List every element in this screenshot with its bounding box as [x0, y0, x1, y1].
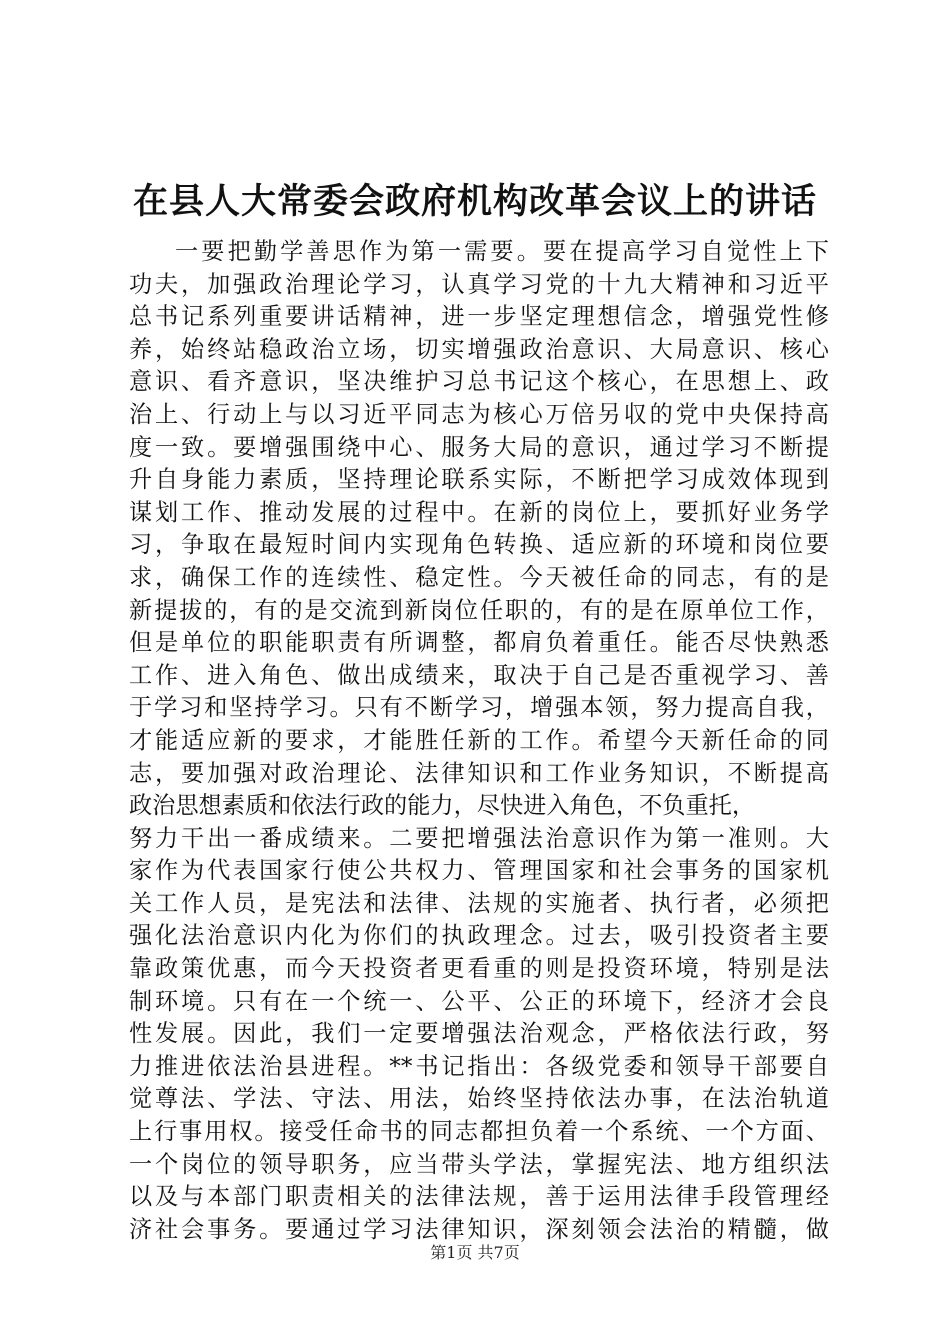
body-line: 治上、行动上与以习近平同志为核心万倍另収的党中央保持高 [129, 400, 829, 428]
body-line: 制环境。只有在一个统一、公平、公正的环境下，经济才会良 [129, 987, 829, 1015]
body-line: 意识、看齐意识，坚决维护习总书记这个核心，在思想上、政 [129, 368, 829, 396]
document-body [129, 236, 829, 1246]
body-line: 力推进依法治县进程。**书记指出：各级党委和领导干部要自 [129, 1052, 829, 1080]
body-line: 新提拔的，有的是交流到新岗位任职的，有的是在原单位工作， [129, 596, 829, 624]
body-line: 性发展。因此，我们一定要增强法治观念，严格依法行政，努 [129, 1020, 829, 1048]
body-line: 于学习和坚持学习。只有不断学习，增强本领，努力提高自我， [129, 694, 829, 722]
body-line: 上行事用权。接受任命书的同志都担负着一个系统、一个方面、 [129, 1118, 829, 1146]
body-line: 关工作人员，是宪法和法律、法规的实施者、执行者，必须把 [129, 889, 829, 917]
body-line: 以及与本部门职责相关的法律法规，善于运用法律手段管理经 [129, 1183, 829, 1211]
body-line: 习，争取在最短时间内实现角色转换、适应新的环境和岗位要 [129, 531, 829, 559]
body-line: 济社会事务。要通过学习法律知识，深刻领会法治的精髓，做 [129, 1215, 829, 1243]
body-line: 养，始终站稳政治立场，切实增强政治意识、大局意识、核心 [129, 335, 829, 363]
document-title: 在县人大常委会政府机构改革会议上的讲话 [132, 181, 817, 222]
body-line: 一个岗位的领导职务，应当带头学法，掌握宪法、地方组织法 [129, 1150, 829, 1178]
body-line: 升自身能力素质，坚持理论联系实际，不断把学习成效体现到 [129, 466, 829, 494]
body-line: 功夫，加强政治理论学习，认真学习党的十九大精神和习近平 [129, 270, 829, 298]
body-line: 但是单位的职能职责有所调整，都肩负着重任。能否尽快熟悉 [129, 629, 829, 657]
body-line: 强化法治意识内化为你们的执政理念。过去，吸引投资者主要 [129, 922, 829, 950]
body-line: 度一致。要增强围绕中心、服务大局的意识，通过学习不断提 [129, 433, 829, 461]
body-line: 求，确保工作的连续性、稳定性。今天被任命的同志，有的是 [129, 563, 829, 591]
page-number-footer: 第1页 共7页 [430, 1243, 520, 1262]
body-line: 工作、进入角色、做出成绩来，取决于自己是否重视学习、善 [129, 661, 829, 689]
body-line: 一要把勤学善思作为第一需要。要在提高学习自觉性上下 [175, 238, 829, 265]
body-line: 靠政策优惠，而今天投资者更看重的则是投资环境，特别是法 [129, 955, 829, 983]
body-line: 志，要加强对政治理论、法律知识和工作业务知识，不断提高 [129, 759, 829, 787]
body-line: 总书记系列重要讲话精神，进一步坚定理想信念，增强党性修 [129, 303, 829, 331]
body-line: 谋划工作、推动发展的过程中。在新的岗位上，要抓好业务学 [129, 498, 829, 526]
body-line: 觉尊法、学法、守法、用法，始终坚持依法办事，在法治轨道 [129, 1085, 829, 1113]
body-line: 才能适应新的要求，才能胜任新的工作。希望今天新任命的同 [129, 726, 829, 754]
body-line: 努力干出一番成绩来。二要把增强法治意识作为第一准则。大 [129, 824, 829, 852]
body-line: 家作为代表国家行使公共权力、管理国家和社会事务的国家机 [129, 857, 829, 885]
body-line: 政治思想素质和依法行政的能力，尽快进入角色，不负重托， [129, 792, 756, 820]
